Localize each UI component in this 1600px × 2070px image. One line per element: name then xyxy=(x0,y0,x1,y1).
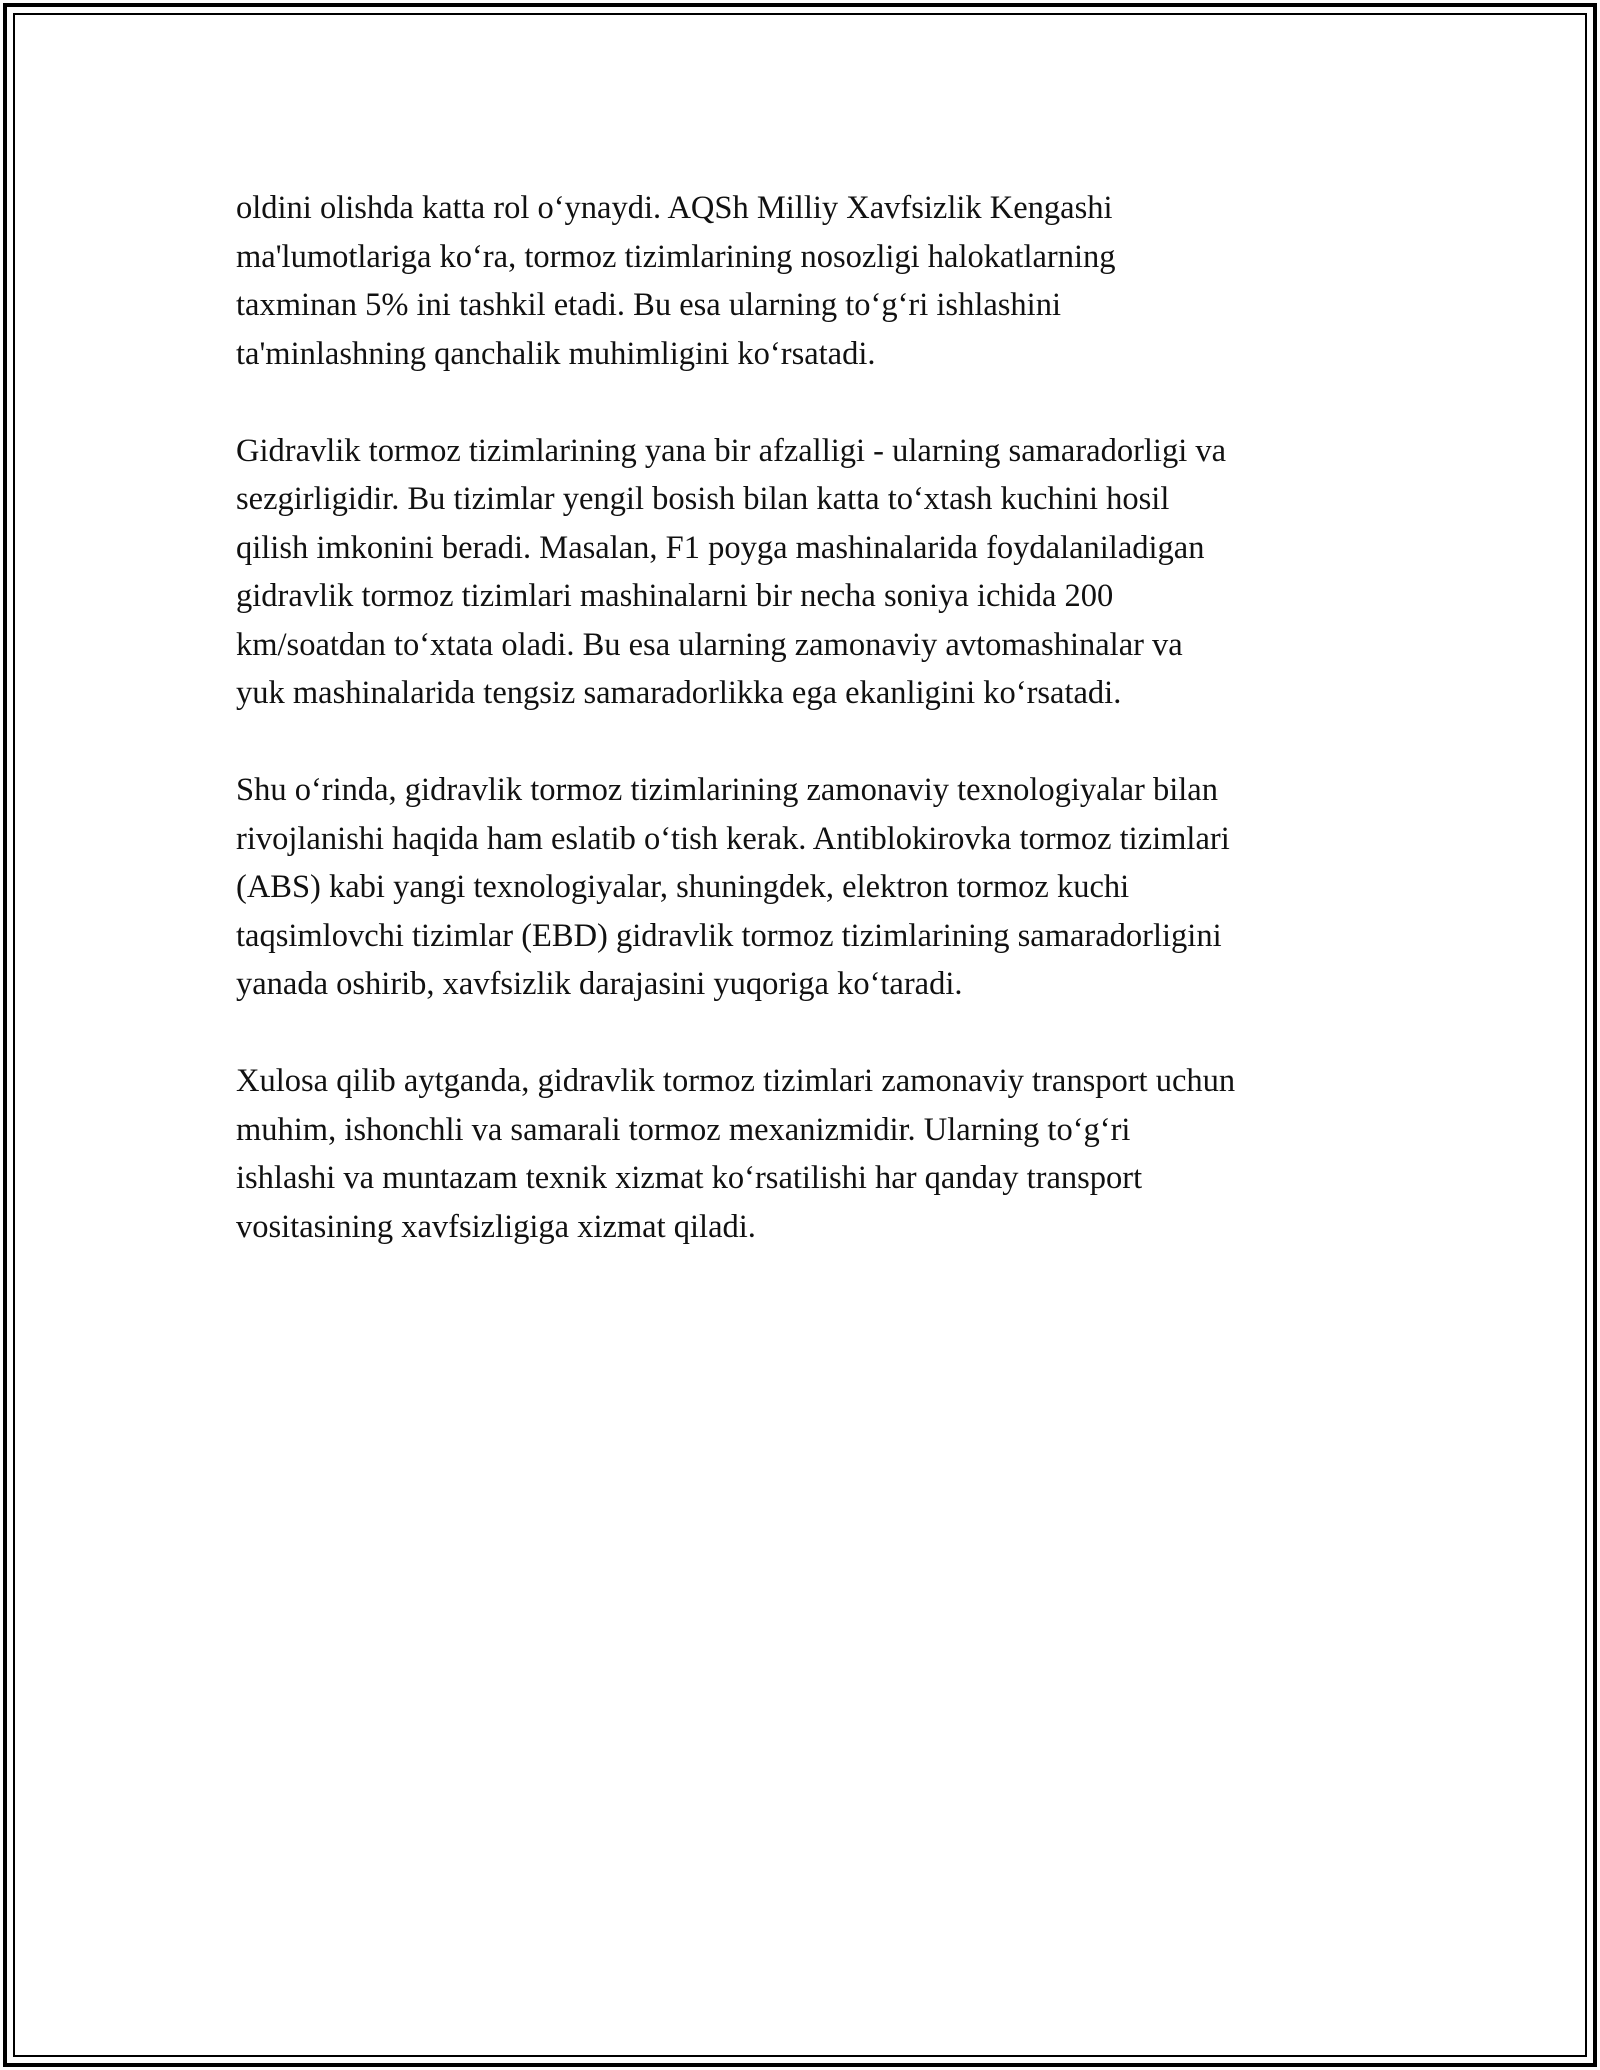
text-line: qilish imkonini beradi. Masalan, F1 poyga mashinalarida foydalaniladigan xyxy=(236,529,1205,566)
paragraph-1 xyxy=(236,184,1386,378)
text-line: ma'lumotlariga ko‘ra, tormoz tizimlarining nosozligi halokatlarning xyxy=(236,238,1116,275)
paragraph-3 xyxy=(236,766,1386,1009)
text-line: taqsimlovchi tizimlar (EBD) gidravlik tormoz tizimlarining samaradorligini xyxy=(236,917,1222,954)
text-line: yanada oshirib, xavfsizlik darajasini yuqoriga ko‘taradi. xyxy=(236,966,963,1002)
text-line: (ABS) kabi yangi texnologiyalar, shuningdek, elektron tormoz kuchi xyxy=(236,869,1130,905)
text-line: gidravlik tormoz tizimlari mashinalarni bir necha soniya ichida 200 xyxy=(236,578,1114,614)
text-line: Shu o‘rinda, gidravlik tormoz tizimlarining zamonaviy texnologiyalar bilan xyxy=(236,772,1218,808)
text-line: ta'minlashning qanchalik muhimligini ko‘rsatadi. xyxy=(236,335,876,372)
text-line: Xulosa qilib aytganda, gidravlik tormoz tizimlari zamonaviy transport uchun xyxy=(236,1063,1236,1099)
text-line: rivojlanishi haqida ham eslatib o‘tish kerak. Antiblokirovka tormoz tizimlari xyxy=(236,820,1230,857)
text-line: muhim, ishonchli va samarali tormoz mexanizmidir. Ularning to‘g‘ri xyxy=(236,1111,1131,1148)
text-line: oldini olishda katta rol o‘ynaydi. AQSh Milliy Xavfsizlik Kengashi xyxy=(236,190,1113,226)
text-line: ishlashi va muntazam texnik xizmat ko‘rsatilishi har qanday transport xyxy=(236,1160,1143,1196)
text-line: sezgirligidir. Bu tizimlar yengil bosish bilan katta to‘xtash kuchini hosil xyxy=(236,481,1170,517)
text-line: km/soatdan to‘xtata oladi. Bu esa ularning zamonaviy avtomashinalar va xyxy=(236,626,1183,663)
text-line: Gidravlik tormoz tizimlarining yana bir afzalligi - ularning samaradorligi va xyxy=(236,432,1227,469)
text-line: yuk mashinalarida tengsiz samaradorlikka ega ekanligini ko‘rsatadi. xyxy=(236,675,1122,711)
paragraph-2 xyxy=(236,427,1386,718)
text-line: taxminan 5% ini tashkil etadi. Bu esa ularning to‘g‘ri ishlashini xyxy=(236,287,1061,323)
text-line: vositasining xavfsizligiga xizmat qiladi. xyxy=(236,1208,756,1245)
paragraph-4 xyxy=(236,1057,1386,1251)
document-body xyxy=(236,184,1386,1300)
